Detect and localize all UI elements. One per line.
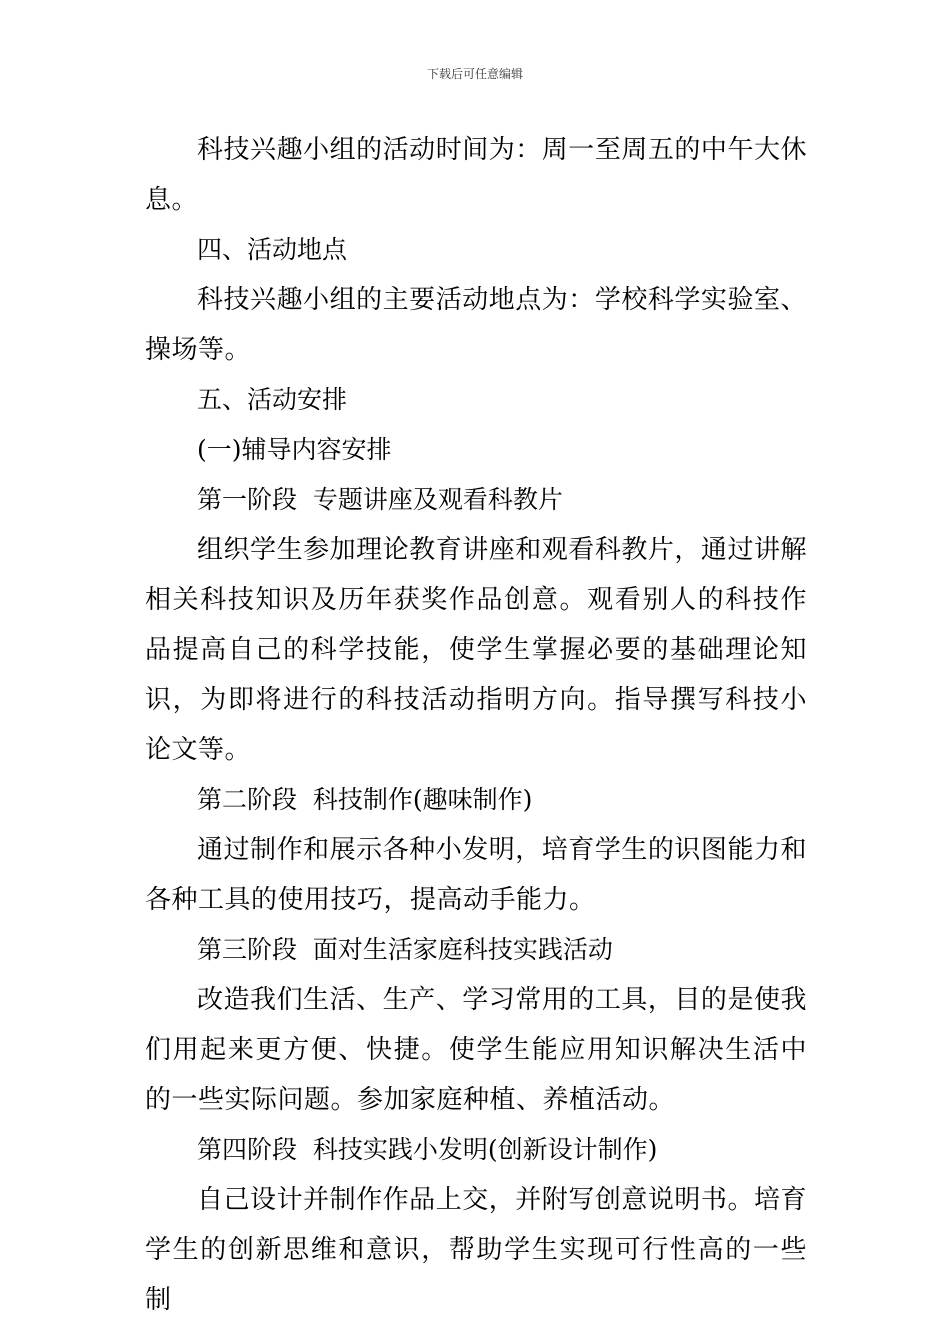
stage-3-title: 第三阶段 面对生活家庭科技实践活动 (197, 935, 613, 964)
stage-3-text: 改造我们生活、生产、学习常用的工具，目的是使我们用起来更方便、快捷。使学生能应用知识解决生活中的一些实际问题。参加家庭种植、养植活动。 (145, 985, 807, 1115)
stage-1-title: 第一阶段 专题讲座及观看科教片 (197, 485, 563, 514)
document-body (145, 125, 807, 1325)
stage-2-text: 通过制作和展示各种小发明，培育学生的识图能力和各种工具的使用技巧，提高动手能力。 (145, 835, 807, 915)
paragraph-activity-location: 科技兴趣小组的主要活动地点为：学校科学实验室、操场等。 (145, 285, 807, 365)
stage-2-title: 第二阶段 科技制作(趣味制作) (197, 785, 533, 814)
subsection-heading-content: (一)辅导内容安排 (197, 435, 392, 464)
stage-4-text: 自己设计并制作作品上交，并附写创意说明书。培育学生的创新思维和意识，帮助学生实现可行性高的一些制 (145, 1185, 807, 1315)
stage-1-text: 组织学生参加理论教育讲座和观看科教片，通过讲解相关科技知识及历年获奖作品创意。观看别人的科技作品提高自己的科学技能，使学生掌握必要的基础理论知识，为即将进行的科技活动指明方向。指导撰写科技小论文等。 (145, 535, 807, 765)
section-heading-location: 四、活动地点 (197, 235, 348, 264)
stage-4-title: 第四阶段 科技实践小发明(创新设计制作) (197, 1135, 658, 1164)
section-heading-arrangement: 五、活动安排 (197, 385, 348, 414)
paragraph-activity-time: 科技兴趣小组的活动时间为：周一至周五的中午大休息。 (145, 135, 807, 215)
header-note: 下载后可任意编辑 (426, 67, 523, 81)
